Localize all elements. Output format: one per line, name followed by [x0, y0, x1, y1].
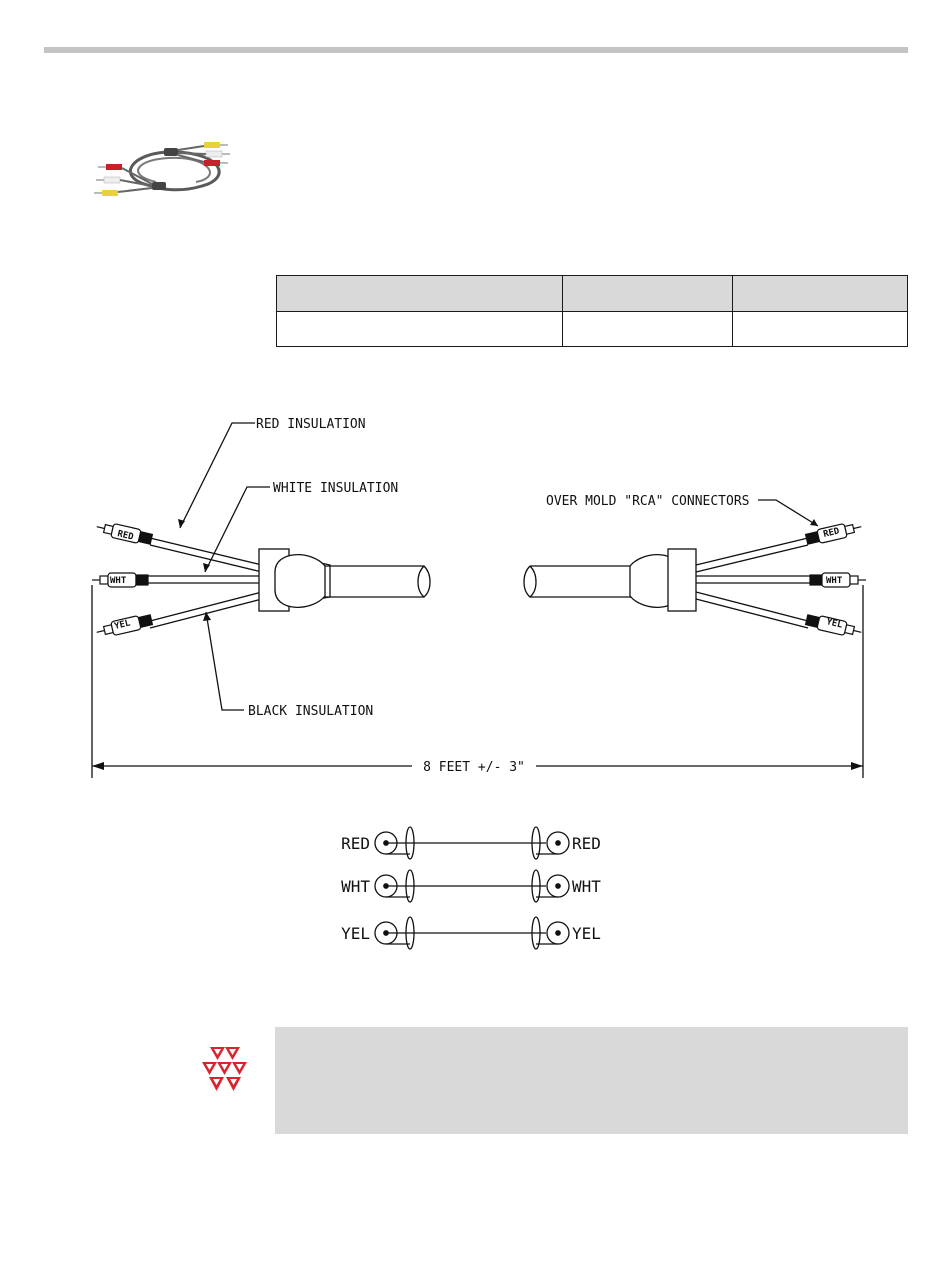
connectors-label: OVER MOLD "RCA" CONNECTORS — [546, 494, 750, 509]
white-insulation-label: WHITE INSULATION — [273, 481, 399, 496]
wiring-right-label: YEL — [572, 924, 601, 943]
cable-drawing — [0, 395, 950, 795]
triangle-logo-icon — [198, 1047, 252, 1092]
right-red-tag: RED — [822, 526, 841, 540]
table-cell — [733, 312, 908, 347]
right-yel-tag: YEL — [825, 617, 844, 631]
table-cell — [277, 312, 563, 347]
right-wht-tag: WHT — [826, 576, 843, 586]
spec-table — [276, 275, 908, 347]
wiring-left-label: WHT — [341, 877, 370, 896]
left-yel-tag: YEL — [113, 618, 132, 632]
note-box — [275, 1027, 908, 1134]
table-header-cell — [562, 276, 733, 312]
table-header-cell — [277, 276, 563, 312]
left-red-tag: RED — [116, 529, 135, 543]
left-wht-tag: WHT — [110, 576, 127, 586]
wiring-left-label: RED — [341, 834, 370, 853]
top-rule — [44, 47, 908, 53]
table-header-cell — [733, 276, 908, 312]
wiring-right-label: RED — [572, 834, 601, 853]
av-cable-photo-icon — [92, 138, 242, 204]
red-insulation-label: RED INSULATION — [256, 417, 366, 432]
length-dimension-label: 8 FEET +/- 3" — [423, 760, 525, 775]
table-cell — [562, 312, 733, 347]
wiring-diagram — [320, 815, 640, 965]
wiring-left-label: YEL — [341, 924, 370, 943]
wiring-right-label: WHT — [572, 877, 601, 896]
table-header-row — [277, 276, 908, 312]
black-insulation-label: BLACK INSULATION — [248, 704, 374, 719]
table-row — [277, 312, 908, 347]
